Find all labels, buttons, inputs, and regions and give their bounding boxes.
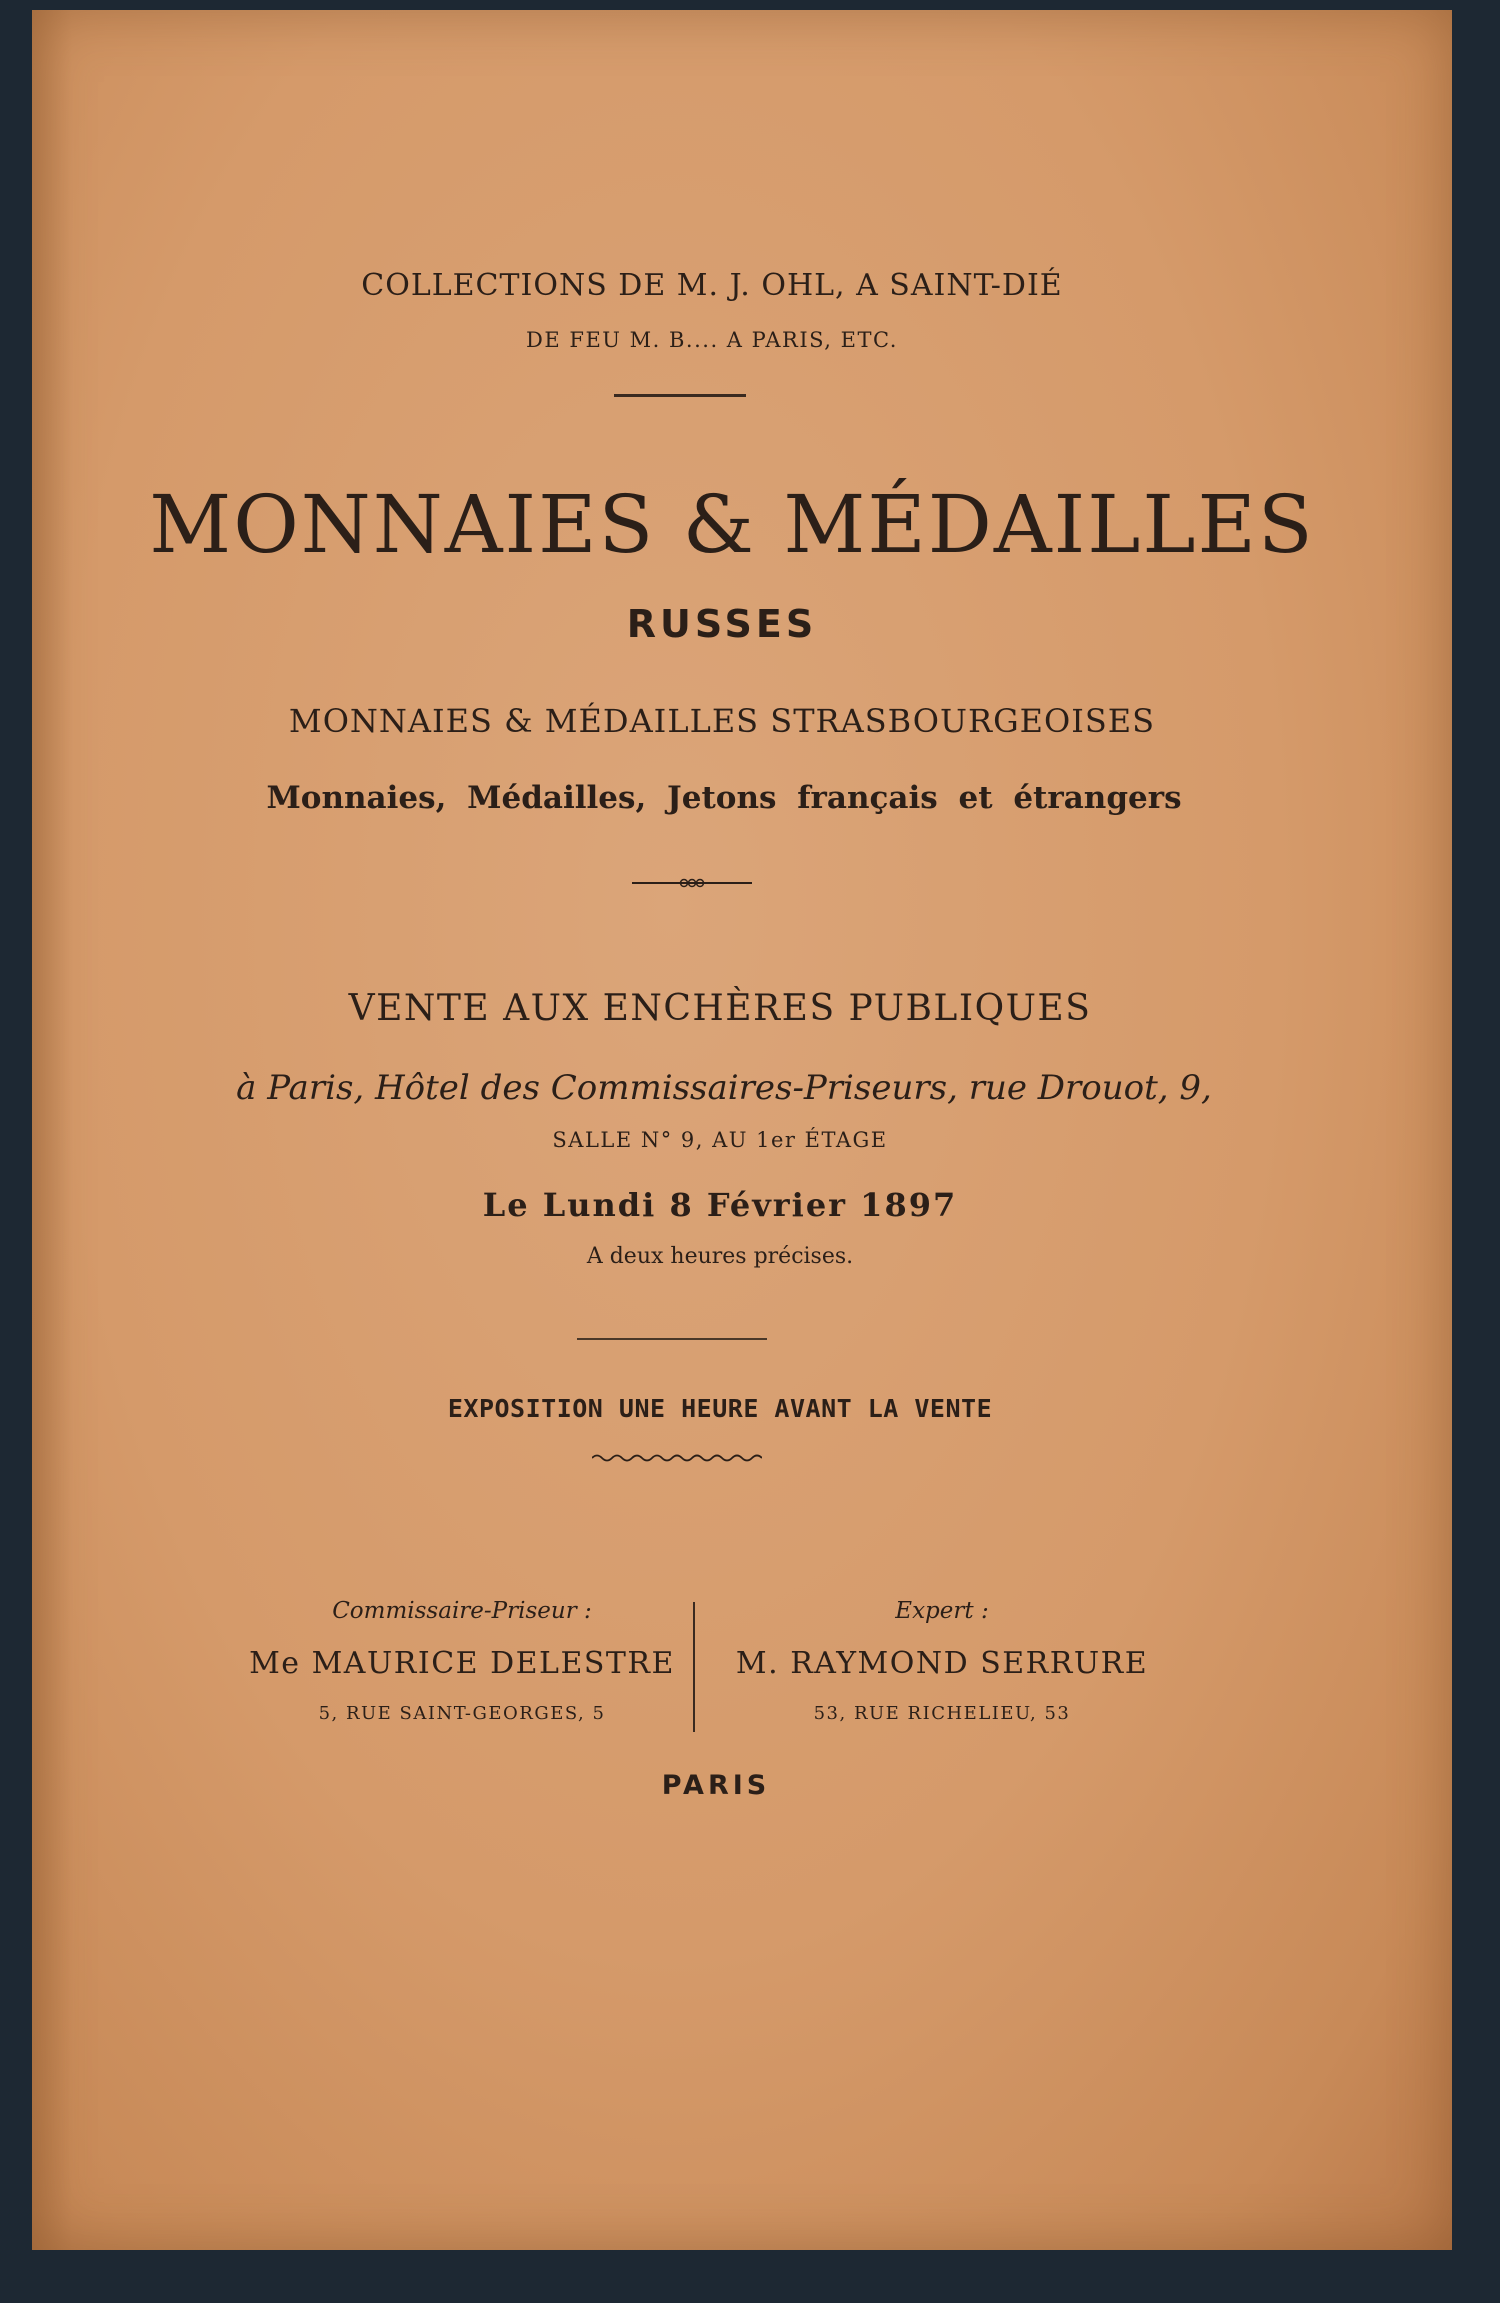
expert-address: 53, RUE RICHELIEU, 53 (813, 1703, 1071, 1724)
sale-date: Le Lundi 8 Février 1897 (482, 1186, 958, 1224)
wavy-ornament (592, 1452, 762, 1464)
auctioneer-name: Me MAURICE DELESTRE (249, 1646, 675, 1681)
main-title: MONNAIES & MÉDAILLES (149, 478, 1315, 571)
subtitle-strasbourg: MONNAIES & MÉDAILLES STRASBOURGEOISES (288, 702, 1156, 740)
column-divider (693, 1602, 695, 1732)
auctioneer-role: Commissaire-Priseur : (332, 1598, 592, 1624)
sale-time: A deux heures précises. (586, 1244, 854, 1269)
catalogue-cover (32, 10, 1452, 2250)
subtitle-russes: RUSSES (626, 602, 818, 646)
sale-room: SALLE N° 9, AU 1er ÉTAGE (552, 1128, 888, 1152)
collections-subline: DE FEU M. B.... A PARIS, ETC. (526, 328, 898, 352)
subtitle-jetons: Monnaies, Médailles, Jetons français et étrangers (266, 780, 1182, 816)
auctioneer-column (232, 1598, 692, 1724)
sale-heading: VENTE AUX ENCHÈRES PUBLIQUES (348, 988, 1092, 1029)
collections-line: COLLECTIONS DE M. J. OHL, A SAINT-DIÉ (361, 268, 1063, 303)
expert-column (712, 1598, 1172, 1724)
expert-role: Expert : (895, 1598, 989, 1624)
exposition-notice: EXPOSITION UNE HEURE AVANT LA VENTE (447, 1394, 993, 1423)
expert-name: M. RAYMOND SERRURE (735, 1646, 1149, 1681)
divider-rule (577, 1338, 767, 1340)
divider-rule (614, 394, 746, 397)
sale-place: à Paris, Hôtel des Commissaires-Priseurs, rue Drouot, 9, (236, 1068, 1212, 1108)
auctioneer-address: 5, RUE SAINT-GEORGES, 5 (318, 1703, 606, 1724)
ornament-divider (632, 876, 752, 890)
city-imprint: PARIS (661, 1770, 771, 1801)
